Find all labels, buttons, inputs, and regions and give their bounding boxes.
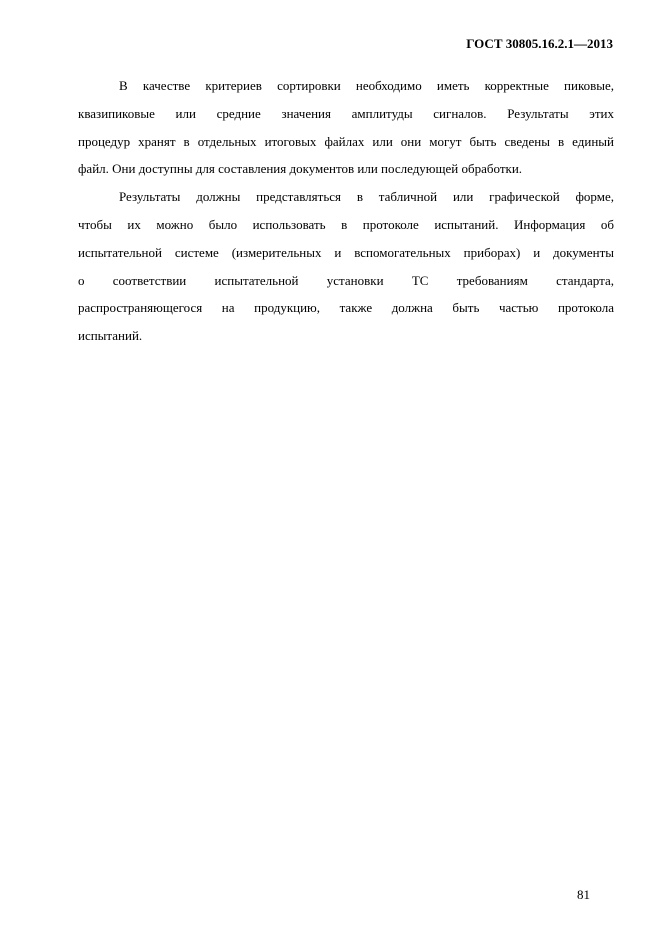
paragraph-line: процедур хранят в отдельных итоговых файлах или они могут быть сведены в единый	[78, 133, 614, 149]
page-number: 81	[577, 887, 590, 902]
document-header: ГОСТ 30805.16.2.1—2013	[466, 36, 613, 51]
paragraph-line: квазипиковые или средние значения амплитуды сигналов. Результаты этих	[78, 105, 614, 121]
paragraph-line: о соответствии испытательной установки ТС требованиям стандарта,	[78, 272, 614, 288]
paragraph-line: чтобы их можно было использовать в протоколе испытаний. Информация об	[78, 216, 614, 232]
paragraph-results-presentation	[78, 183, 614, 350]
document-body	[78, 72, 614, 350]
paragraph-line: файл. Они доступны для составления документов или последующей обработки.	[78, 161, 523, 177]
paragraph-line: В качестве критериев сортировки необходимо иметь корректные пиковые,	[119, 78, 614, 93]
paragraph-line: испытаний.	[78, 328, 143, 344]
paragraph-line: Результаты должны представляться в табличной или графической форме,	[119, 189, 614, 205]
paragraph-line: испытательной системе (измерительных и вспомогательных приборах) и документы	[78, 244, 614, 260]
paragraph-line: распространяющегося на продукцию, также должна быть частью протокола	[78, 300, 614, 316]
paragraph-sorting-criteria	[78, 72, 614, 183]
